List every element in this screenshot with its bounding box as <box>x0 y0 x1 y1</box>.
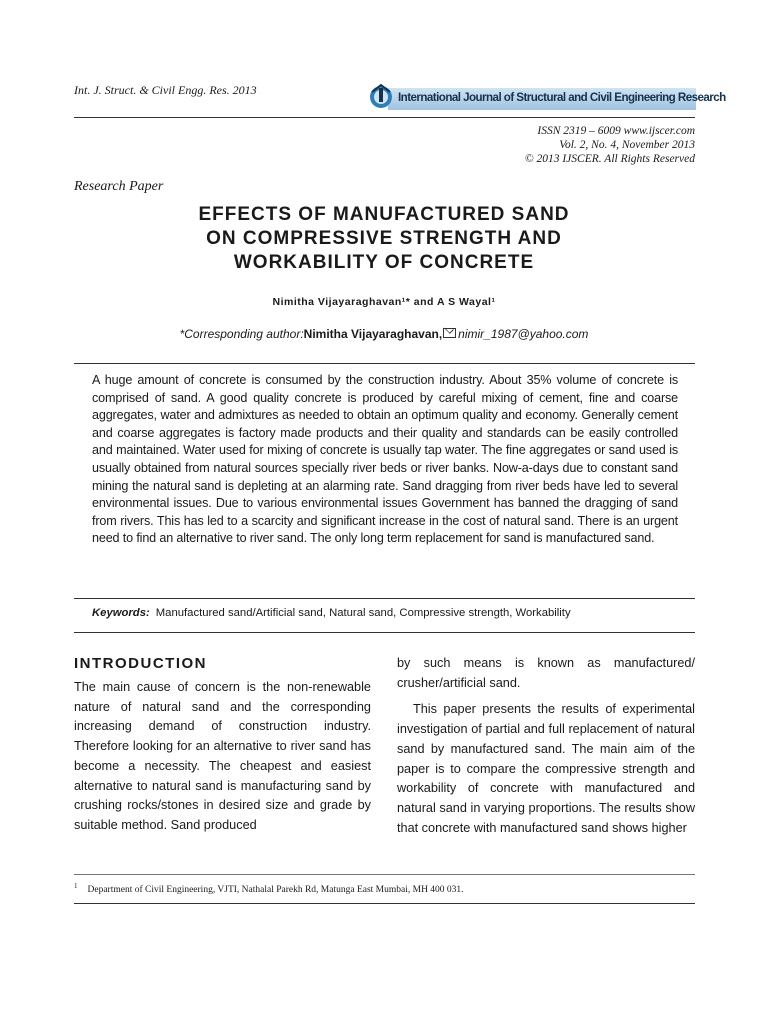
paragraph: by such means is known as manufactured/ crusher/artificial sand. <box>397 656 695 690</box>
keywords-label: Keywords: <box>92 607 150 619</box>
keywords-top-divider <box>74 598 695 599</box>
corresponding-author <box>80 327 688 341</box>
footnote <box>74 882 464 895</box>
footnote-divider <box>74 874 695 875</box>
introduction-right-column <box>397 654 695 838</box>
issn-line: ISSN 2319 – 6009 www.ijscer.com <box>537 125 695 137</box>
abstract-text: A huge amount of concrete is consumed by the construction industry. About 35% volume of concrete is comprised of sand. A good quality concrete is produced by careful mixing of cement, fine and coarse aggregates, water and admixtures as needed to obtain an optimum quality and economy. Generally cement and coarse aggregates is factory made products and their quality and standards can be easily controlled and maintained. Water used for mixing of concrete is usually tap water. The fine aggregates or sand used is usually obtained from natural sources specially river beds or river banks. Now-a-days due to constant sand mining the natural sand is depleting at an alarming rate. Sand dragging from river beds have led to several environmental issues. Due to various environmental issues Government has banned the dragging of sand from rivers. This has led to a scarcity and significant increase in the cost of natural sand. There is an urgent need to find an alternative to river sand. The only long term replacement for sand is manufactured sand. <box>92 373 678 546</box>
introduction-left-column <box>74 678 371 836</box>
abstract-top-divider <box>74 363 695 364</box>
journal-logo-text: International Journal of Structural and Civil Engineering Research <box>398 91 726 104</box>
keywords-text: Manufactured sand/Artificial sand, Natural sand, Compressive strength, Workability <box>155 607 571 619</box>
keywords <box>92 607 571 619</box>
keywords-bottom-divider <box>74 632 695 633</box>
corresponding-name: Nimitha Vijayaraghavan, <box>303 327 443 341</box>
introduction-heading: INTRODUCTION <box>74 655 207 672</box>
author-list: Nimitha Vijayaraghavan¹* and A S Wayal¹ <box>272 296 496 308</box>
volume-line: Vol. 2, No. 4, November 2013 <box>559 139 695 151</box>
header-divider <box>74 117 695 118</box>
journal-citation: Int. J. Struct. & Civil Engg. Res. 2013 <box>74 83 257 97</box>
email-icon <box>443 328 456 338</box>
corresponding-label: *Corresponding author: <box>179 327 304 341</box>
journal-emblem-icon <box>366 80 396 110</box>
footnote-text: Department of Civil Engineering, VJTI, Nathalal Parekh Rd, Matunga East Mumbai, MH 400 031. <box>87 885 464 896</box>
paragraph: The main cause of concern is the non-renewable nature of natural sand and the corresponding increasing demand of construction industry. Therefore looking for an alternative to river sand has become a necessity. The cheapest and easiest alternative to natural sand is manufacturing sand by crushing rocks/stones in desired size and grade by suitable method. Sand produced <box>74 680 371 832</box>
issn-block <box>525 124 695 166</box>
title-line: ON COMPRESSIVE STRENGTH AND <box>206 228 562 249</box>
paragraph: This paper presents the results of experimental investigation of partial and full replacement of natural sand by manufactured sand. The main aim of the paper is to compare the compressive strength and workability of concrete with manufactured and natural sand in varying proportions. The results show that concrete with manufactured sand shows higher <box>397 702 695 835</box>
copyright-line: © 2013 IJSCER. All Rights Reserved <box>524 153 695 165</box>
title-line: EFFECTS OF MANUFACTURED SAND <box>198 204 570 225</box>
journal-logo <box>366 80 726 114</box>
footnote-marker: 1 <box>74 882 78 890</box>
page-bottom-divider <box>74 903 695 904</box>
corresponding-email[interactable]: nimir_1987@yahoo.com <box>458 327 589 341</box>
article-title <box>120 203 648 275</box>
article-type: Research Paper <box>74 179 164 194</box>
title-line: WORKABILITY OF CONCRETE <box>233 252 535 273</box>
